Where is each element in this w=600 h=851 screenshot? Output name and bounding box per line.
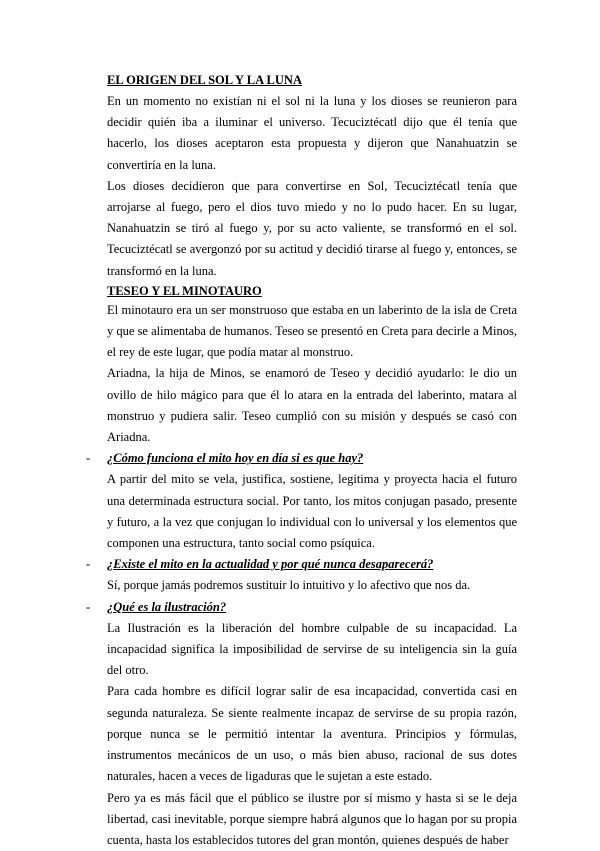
- bullet-dash: -: [86, 448, 90, 469]
- paragraph: Los dioses decidieron que para convertirse en Sol, Tecuciztécatl tenía que arrojarse al fuego, pero el dios tuvo miedo y no lo pudo hacer. En su lugar, Nanahuatzin se tiró al fuego y, por su acto valiente, se transformó en el sol. Tecuciztécatl se avergonzó por su actitud y decidió tirarse al fuego y, entonces, se transformó en la luna.: [107, 176, 517, 282]
- question-item: [107, 554, 517, 575]
- bullet-dash: -: [86, 554, 90, 575]
- question-item: [107, 597, 517, 618]
- question-heading: ¿Qué es la ilustración?: [107, 597, 517, 618]
- bullet-dash: -: [86, 597, 90, 618]
- section-title-sol-luna: EL ORIGEN DEL SOL Y LA LUNA: [107, 71, 517, 89]
- paragraph: Sí, porque jamás podremos sustituir lo intuitivo y lo afectivo que nos da.: [107, 575, 517, 596]
- question-heading: ¿Existe el mito en la actualidad y por qué nunca desaparecerá?: [107, 554, 517, 575]
- paragraph: Pero ya es más fácil que el público se ilustre por sí mismo y hasta si se le deja libertad, casi inevitable, porque siempre habrá algunos que lo hagan por su propia cuenta, hasta los establecidos tutores del gran montón, quienes después de haber: [107, 788, 517, 851]
- paragraph: Para cada hombre es difícil lograr salir de esa incapacidad, convertida casi en segunda naturaleza. Se siente realmente incapaz de servirse de su propia razón, porque nunca se le permitió intentar la aventura. Principios y fórmulas, instrumentos mecánicos de un uso, o más bien abuso, racional de sus dotes naturales, hacen a veces de ligaduras que le sujetan a este estado.: [107, 681, 517, 787]
- paragraph: La Ilustración es la liberación del hombre culpable de su incapacidad. La incapacidad significa la imposibilidad de servirse de su inteligencia sin la guía del otro.: [107, 618, 517, 682]
- paragraph: Ariadna, la hija de Minos, se enamoró de Teseo y decidió ayudarlo: le dio un ovillo de hilo mágico para que él lo atara en la entrada del laberinto, matara al monstruo y pudiera salir. Teseo cumplió con su misión y después se casó con Ariadna.: [107, 363, 517, 448]
- question-item: [107, 448, 517, 469]
- paragraph: A partir del mito se vela, justifica, sostiene, legitima y proyecta hacia el futuro una determinada estructura social. Por tanto, los mitos conjugan pasado, presente y futuro, a la vez que conjugan lo individual con lo universal y los elementos que componen una estructura, tanto social como psíquica.: [107, 469, 517, 554]
- section-title-teseo: TESEO Y EL MINOTAURO: [107, 282, 517, 300]
- paragraph: El minotauro era un ser monstruoso que estaba en un laberinto de la isla de Creta y que se alimentaba de humanos. Teseo se presentó en Creta para decirle a Minos, el rey de este lugar, que podía matar al monstruo.: [107, 300, 517, 364]
- paragraph: En un momento no existían ni el sol ni la luna y los dioses se reunieron para decidir quién iba a iluminar el universo. Tecuciztécatl dijo que él tenía que hacerlo, los dioses aceptaron esta propuesta y dijeron que Nanahuatzin se convertiría en la luna.: [107, 91, 517, 176]
- question-heading: ¿Cómo funciona el mito hoy en día si es que hay?: [107, 448, 517, 469]
